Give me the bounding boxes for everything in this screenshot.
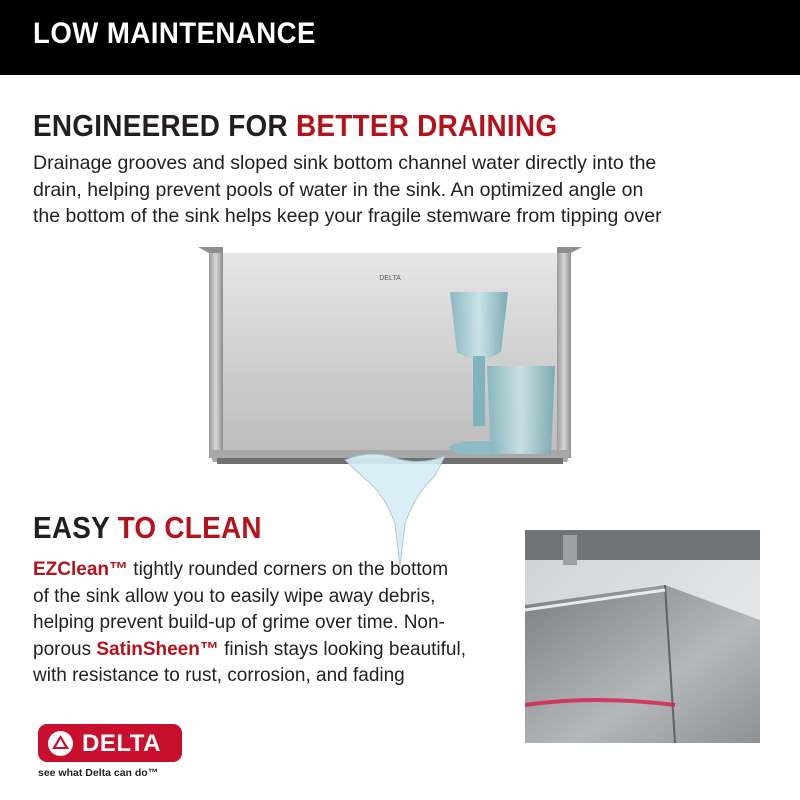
sink-corner-photo [525,530,760,743]
section1-line: Drainage grooves and sloped sink bottom channel water directly into the [33,152,657,174]
sink-brand-mark: DELTA [379,275,401,282]
section2-title-prefix: EASY [33,510,118,545]
section1-line: drain, helping prevent pools of water in the sink. An optimized angle on [33,178,644,201]
section2-title-accent: TO CLEAN [117,510,262,545]
section2-text: finish stays looking beautiful, [218,638,466,660]
section2-title [33,510,262,546]
section2-text: porous [33,638,97,660]
delta-logo [38,724,182,762]
section2-line [33,637,466,664]
section1-title-prefix: ENGINEERED FOR [33,108,296,143]
section2-line: helping prevent build-up of grime over time. Non- [33,612,445,633]
section2-line [33,557,466,584]
delta-logo-icon [47,730,74,757]
section2-body [33,557,466,690]
satinsheen-brand: SatinSheen™ [96,638,219,660]
section1-line: the bottom of the sink helps keep your fragile stemware from tipping over [33,205,662,227]
header-bar [0,0,800,75]
section2-line: of the sink allow you to easily wipe away debris, [33,585,436,607]
header-title: LOW MAINTENANCE [33,17,316,50]
section1-title [33,108,557,144]
section2-line: with resistance to rust, corrosion, and fading [33,665,405,686]
logo-tagline: see what Delta can do™ [38,767,159,779]
logo-name: DELTA [82,730,161,757]
section1-title-accent: BETTER DRAINING [295,108,558,143]
section2-text: tightly rounded corners on the bottom [128,559,449,580]
ezclean-brand: EZClean™ [33,559,129,580]
section1-body [33,150,662,230]
